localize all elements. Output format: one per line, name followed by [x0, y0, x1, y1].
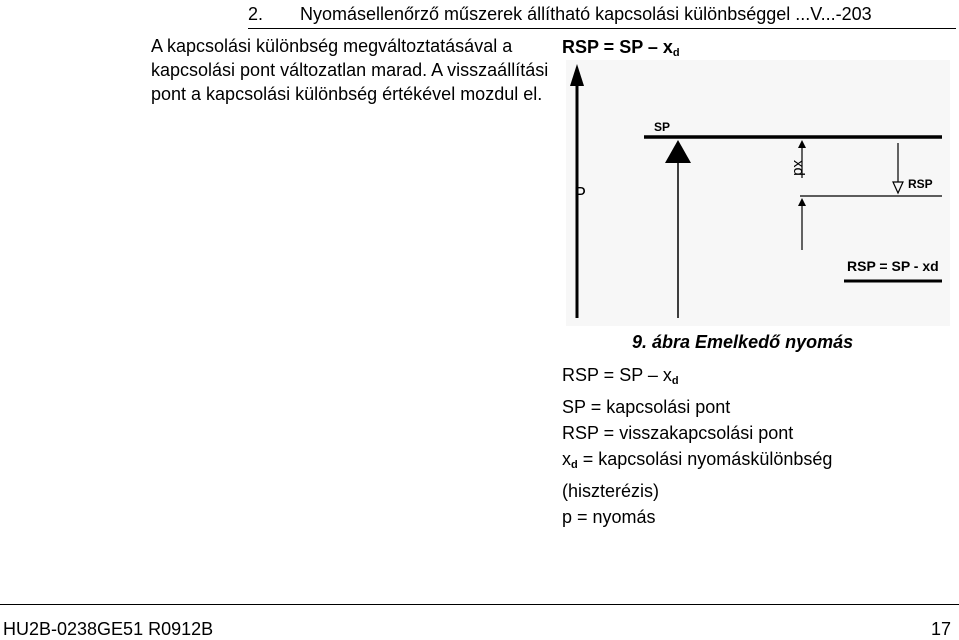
legend-line-4-main: x — [562, 449, 571, 469]
document-code: HU2B-0238GE51 R0912B — [3, 619, 214, 639]
description-paragraph: A kapcsolási különbség megváltoztatásával a kapcsolási pont változatlan marad. A visszaállítási pont a kapcsolási különbség értékével mozdul el. — [151, 36, 549, 104]
legend-line-4-rest: = kapcsolási nyomáskülönbség — [577, 449, 833, 469]
page-number: 17 — [930, 619, 951, 639]
legend-line-2: SP = kapcsolási pont — [562, 397, 731, 417]
section-title: Nyomásellenőrző műszerek állítható kapcsolási különbséggel ...V...-203 — [300, 4, 872, 24]
page-header — [248, 2, 956, 29]
legend — [562, 362, 954, 530]
legend-line-1-sub: d — [671, 375, 679, 387]
section-number: 2. — [248, 4, 264, 24]
legend-line-4 — [562, 446, 954, 478]
legend-line-1 — [562, 362, 954, 394]
legend-line-1-main: RSP = SP – x — [562, 365, 672, 385]
diagram-equation: RSP = SP - xd — [847, 258, 939, 274]
xd-label: xd — [790, 160, 807, 176]
page-footer — [0, 604, 959, 639]
formula-title-sub: d — [672, 47, 680, 59]
legend-line-4-sub: d — [571, 459, 578, 471]
diagram-background — [566, 60, 950, 326]
pressure-diagram-svg — [566, 60, 950, 326]
legend-line-5: (hiszterézis) — [562, 481, 660, 501]
p-axis-label: P — [574, 184, 587, 204]
pressure-diagram — [566, 60, 950, 326]
formula-title-main: RSP = SP – x — [562, 37, 673, 57]
legend-line-3: RSP = visszakapcsolási pont — [562, 423, 794, 443]
rsp-label: RSP — [908, 177, 933, 191]
figure-caption: 9. ábra Emelkedő nyomás — [632, 332, 854, 352]
sp-label: SP — [654, 120, 671, 134]
legend-line-6: p = nyomás — [562, 507, 656, 527]
